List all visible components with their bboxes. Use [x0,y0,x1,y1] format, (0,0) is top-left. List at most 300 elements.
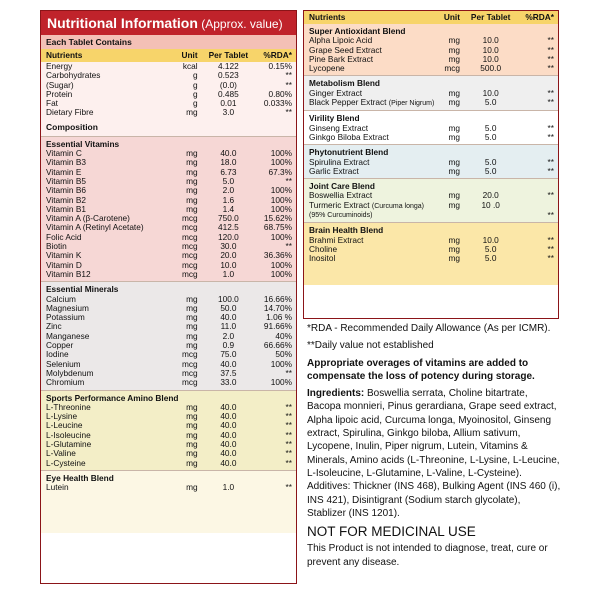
table-row [41,295,296,304]
ingredients-list: Boswellia serrata, Choline bitartrate, Bacopa monnieri, Pinus gerardiana, Grape seed extract, Alpha lipoic acid, Curcuma longa, Myoinositol, Ginseng extract, Spirulina, Ginkgo biloba, Allium sativum, Lycopene, Inulin, Piper nigrum, Lutein, Vitamins & Minerals, Amino acids (L-Threonine, L-Lysine, L-Leucine, L-Isoleucine, L-Glutamine, L-Valine, L-Cysteine). Additives: Thickner (INS 468), Bulking Agent (INS 460 (i), INS 421), Disintigrant (Sodium starch glycolate), Stablizer (INS 1201). [307,388,561,519]
nutrient-rda: ** [547,211,554,221]
table-row [41,108,296,117]
table-row [41,177,296,186]
daily-value-footnote: **Daily value not established [307,340,434,352]
nutrient-name: Magnesium [46,303,89,313]
nutrient-amount: 40.0 [220,449,237,459]
nutrient-amount: 0.01 [220,99,237,109]
nutrient-name: Vitamin B6 [46,186,86,196]
table-row [304,55,558,64]
table-row [41,186,296,195]
nutrient-amount: 3.0 [222,108,235,118]
nutrient-amount: 40.0 [220,149,237,159]
nutrition-panel-right [303,10,559,319]
nutrient-name: Black Pepper Extract [309,97,387,108]
nutrient-amount: 5.0 [484,244,497,254]
nutrient-unit: mg [448,254,461,264]
nutrient-amount: 5.0 [484,123,497,133]
section-heading: Brain Health Blend [309,225,384,236]
section-heading-row [41,391,296,403]
nutrient-amount: 750.0 [218,214,239,224]
nutrient-name: Boswellia Extract [309,191,373,201]
metabolism-label: Metabolism Blend [309,78,380,89]
nutrient-unit: mg [186,412,198,422]
nutrient-rda: 100% [270,260,292,270]
table-row [41,341,296,350]
nutrient-name: Vitamin C [46,149,82,159]
col-header-nutrients: Nutrients [41,49,166,62]
nutrient-name-cell [304,201,428,211]
nutrient-name: Ginkgo Biloba Extract [309,132,389,142]
nutrient-rda: 50% [275,350,292,360]
nutrient-unit: mg [448,123,461,133]
nutrient-name: Choline [309,244,338,254]
nutrient-name: Ginger Extract [309,88,363,98]
eye-table [41,471,296,493]
panel-title-main: Nutritional Information [47,15,198,31]
nutrient-rda: 15.62% [263,214,292,224]
nutrient-unit: mg [186,331,198,341]
section-heading-row [41,137,296,149]
table-row [304,236,558,245]
nutrient-rda: ** [285,449,292,459]
nutrient-name: Vitamin D [46,260,82,270]
table-row [41,205,296,214]
phyto-table [304,145,558,176]
nutrient-amount: 40.0 [220,402,237,412]
table-row [41,90,296,99]
nutrient-amount: 2.0 [222,331,235,341]
nutrient-name: Vitamin A (β-Carotene) [46,214,130,224]
nutrient-rda: ** [285,483,292,493]
nutrient-name: L-Leucine [46,421,83,431]
nutrient-unit: g [193,71,198,81]
table-row [304,245,558,254]
table-row [41,421,296,430]
nutrient-amount: 75.0 [220,350,237,360]
nutrient-rda: 0.80% [268,89,292,99]
nutrient-name: L-Lysine [46,412,78,422]
nutrient-name: Spirulina Extract [309,157,370,167]
nutrient-rda: 16.66% [263,294,292,304]
section-heading-row [304,145,558,157]
metabolism-section [304,75,558,110]
nutrient-rda: ** [547,132,554,142]
nutrient-name: Vitamin B1 [46,204,86,214]
table-row [41,149,296,158]
nutrient-unit: mg [186,313,198,323]
nutrient-rda: ** [547,244,554,254]
nutrient-rda: ** [547,54,554,64]
empty-cell [428,211,464,220]
nutrient-name: Manganese [46,331,90,341]
nutrient-amount: 0.9 [222,341,235,351]
table-row [41,251,296,260]
nutrient-amount: 5.0 [222,176,235,186]
nutrient-rda: ** [285,439,292,449]
nutrient-unit: mcg [181,214,198,224]
nutrient-rda: ** [285,71,292,81]
nutrient-amount: 40.0 [220,439,237,449]
nutrient-name: Brahmi Extract [309,235,364,245]
table-row [41,158,296,167]
table-row [41,483,296,492]
nutrient-rda: 100% [270,186,292,196]
nutrient-amount: 10.0 [482,54,499,64]
nutrient-rda: ** [547,166,554,176]
nutrient-unit: mg [186,186,198,196]
joint-table [304,179,558,220]
nutrient-rda: 14.70% [263,303,292,313]
table-row [41,270,296,279]
panel-title-sub: (Approx. value) [197,17,283,31]
brain-section [304,222,558,285]
section-heading-row [304,179,558,191]
nutrient-unit: mg [186,430,198,440]
nutrient-rda: 100% [270,195,292,205]
nutrient-amount: 40.0 [220,430,237,440]
nutrient-amount: 10.0 [220,260,237,270]
table-row [304,64,558,73]
section-heading: Essential Minerals [46,284,119,295]
nutrient-amount: 20.0 [220,251,237,261]
table-row [41,71,296,80]
section-heading-row [41,471,296,483]
nutrient-unit: mcg [181,242,198,252]
nutrient-unit: mg [448,36,461,46]
nutrient-name: Vitamin B2 [46,195,86,205]
nutrient-amount: 40.0 [220,359,237,369]
table-row [41,304,296,313]
nutrient-unit: mg [186,303,198,313]
panel-title [41,11,296,35]
col-header-unit: Unit [166,49,202,62]
nutrient-rda: 40% [275,331,292,341]
nutrient-note: (Piper Nigrum) [388,100,435,108]
overages-note: Appropriate overages of vitamins are added to compensate the loss of potency during storage. [307,357,535,382]
table-row [41,196,296,205]
table-row [304,254,558,263]
nutrient-unit: kcal [182,62,198,71]
nutrient-unit: mg [448,157,461,167]
vitamins-table [41,137,296,279]
general-table [41,62,296,118]
nutrient-rda: ** [547,254,554,264]
nutrient-amount: 10.0 [482,36,499,46]
brain-table [304,223,558,263]
nutrient-name: Carbohydrates [46,71,101,81]
table-row [41,403,296,412]
nutrient-rda: ** [547,235,554,245]
nutrient-rda: 0.15% [268,62,292,71]
table-row [41,332,296,341]
table-row [41,233,296,242]
nutrient-name: Vitamin E [46,167,82,177]
nutrient-amount: 1.0 [222,269,235,279]
nutrient-name: L-Threonine [46,402,91,412]
table-row [304,201,558,211]
nutrient-rda [517,201,558,211]
nutrient-rda: 100% [270,359,292,369]
nutrient-unit: mg [186,176,198,186]
nutrient-amount: 1.0 [222,483,235,493]
nutrient-unit: mg [448,166,461,176]
section-heading: Sports Performance Amino Blend [46,392,179,403]
minerals-table [41,282,296,387]
nutrient-unit: mg [186,483,198,493]
nutrient-rda: 100% [270,149,292,159]
nutrient-amount: 0.485 [218,89,239,99]
nutrient-amount: 40.0 [220,412,237,422]
nutrient-name: Grape Seed Extract [309,45,382,55]
disclaimer-text: This Product is not intended to diagnose, treat, cure or prevent any disease. [307,543,548,568]
nutrient-amount: 4.122 [218,62,239,71]
table-row [41,168,296,177]
nutrient-name: Fat [46,99,58,109]
section-heading-row [41,282,296,294]
nutrient-rda: 67.3% [268,167,292,177]
nutrient-rda: 100% [270,232,292,242]
nutrient-unit: g [193,80,198,90]
nutrient-rda: 100% [270,158,292,168]
nutrient-name: L-Cysteine [46,458,86,468]
empty-cell [464,211,517,220]
nutrient-unit: mg [186,195,198,205]
nutrient-unit: mg [186,158,198,168]
table-row [304,158,558,167]
nutrient-amount: 120.0 [218,232,239,242]
nutrient-amount: 412.5 [218,223,239,233]
nutrient-rda: 100% [270,378,292,388]
col-header-nutrients: Nutrients [304,11,428,24]
table-row [41,62,296,71]
nutrient-amount: 6.73 [220,167,237,177]
nutrient-rda: ** [285,412,292,422]
col-header-rda: %RDA* [517,11,558,24]
nutrient-rda: ** [547,191,554,201]
nutrient-unit: mg [186,439,198,449]
nutrient-name: Selenium [46,359,81,369]
table-row [304,124,558,133]
nutrient-name: Lycopene [309,64,345,74]
nutrient-name: Pine Bark Extract [309,54,374,64]
nutrient-name: Iodine [46,350,69,360]
nutrient-rda: ** [285,430,292,440]
nutrient-amount: 40.0 [220,458,237,468]
metabolism-table [304,76,558,108]
section-heading: Eye Health Blend [46,472,114,483]
section-heading-row [304,24,558,36]
nutrient-amount: 100.0 [218,294,239,304]
table-row [41,81,296,90]
nutrient-name: Ginseng Extract [309,123,369,133]
nutrient-unit: mg [186,341,198,351]
nutrient-amount: 5.0 [484,157,497,167]
section-heading: Phytonutrient Blend [309,147,389,158]
nutrient-unit: mcg [181,269,198,279]
table-row [41,350,296,359]
nutrient-unit: mcg [181,251,198,261]
nutrient-rda: ** [547,88,554,98]
nutrient-amount: 1.6 [222,195,235,205]
nutrient-name: Dietary Fibre [46,108,94,118]
nutrient-amount: 10.0 [482,235,499,245]
table-row [41,223,296,232]
nutrient-name: L-Valine [46,449,76,459]
joint-section [304,178,558,222]
section-heading-row [304,76,558,88]
nutrient-unit: mg [448,88,461,98]
nutrient-name: Folic Acid [46,232,82,242]
nutrient-rda: 1.06 % [266,313,292,323]
nutrient-unit: mg [186,167,198,177]
nutrient-unit: mg [186,149,198,159]
column-header-row [304,11,558,24]
nutrient-name: Calcium [46,294,76,304]
nutrient-rda: ** [285,80,292,90]
nutrient-amount: 0.523 [218,71,239,81]
amino-section [41,390,296,470]
nutrient-name: Energy [46,62,73,71]
nutrient-name: Lutein [46,483,69,493]
section-heading: Super Antioxidant Blend [309,26,406,36]
table-row [41,378,296,387]
nutrient-unit: mg [448,98,461,108]
nutrient-rda: 68.75% [263,223,292,233]
nutrient-rda: ** [285,368,292,378]
col-header-per-tablet: Per Tablet [464,11,517,24]
col-header-per-tablet: Per Tablet [202,49,256,62]
nutrient-name: L-Isoleucine [46,430,91,440]
nutrient-name: Vitamin B12 [46,269,91,279]
table-row [41,322,296,331]
section-heading: Essential Vitamins [46,138,120,149]
nutrient-amount: 40.0 [220,421,237,431]
joint-label: Joint Care Blend [309,181,375,192]
nutrient-unit: mg [186,402,198,412]
section-heading: Virility Blend [309,113,360,124]
nutrient-unit: mg [448,244,461,254]
nutrient-amount: 5.0 [484,254,497,264]
nutrient-unit: mg [448,235,461,245]
nutrient-unit: mg [186,108,198,118]
table-row [41,99,296,108]
phyto-section [304,144,558,178]
nutrient-unit: mg [448,132,461,142]
nutrient-amount: 20.0 [482,191,499,201]
nutrient-amount: 33.0 [220,378,237,388]
nutrient-amount: 10.0 [482,88,499,98]
nutrient-unit: mg [448,191,461,201]
nutrient-name: Zinc [46,322,62,332]
nutrient-rda: ** [547,64,554,74]
nutrient-unit: g [193,99,198,109]
nutrient-unit: mcg [181,368,198,378]
nutrient-unit: mg [186,294,198,304]
nutrient-name: Inositol [309,254,336,264]
vitamins-section [41,136,296,281]
nutrient-unit: g [193,89,198,99]
minerals-section [41,281,296,389]
nutrition-panel-left [40,10,297,584]
not-medicinal-heading: NOT FOR MEDICINAL USE [307,524,476,540]
nutrient-rda: ** [285,421,292,431]
nutrient-name: Turmeric Extract [309,199,370,210]
nutrient-amount: 37.5 [220,368,237,378]
nutrient-rda: 91.66% [263,322,292,332]
rda-footnote: *RDA - Recommended Daily Allowance (As per ICMR). [307,323,551,334]
nutrient-rda: ** [547,98,554,108]
nutrient-amount: 11.0 [220,322,237,332]
nutrient-amount: 1.4 [222,204,235,214]
nutrient-unit: mg [448,200,461,210]
table-row [41,261,296,270]
nutrient-rda: ** [285,176,292,186]
nutrient-name: Garlic Extract [309,166,359,176]
nutrient-name: Vitamin K [46,251,82,261]
nutrient-rda: ** [547,45,554,55]
nutrient-name: Vitamin B5 [46,176,86,186]
table-row [304,46,558,55]
table-row [304,98,558,108]
nutrient-name: Vitamin B3 [46,158,86,168]
table-row [41,313,296,322]
nutrient-name: Potassium [46,313,85,323]
table-row [41,214,296,223]
nutrient-amount: 5.0 [484,132,497,142]
table-row [304,36,558,45]
left-header-table [41,49,296,62]
nutrient-amount: 5.0 [484,166,497,176]
table-row [41,459,296,468]
nutrient-name: Alpha Lipoic Acid [309,36,373,46]
each-tablet-subheader: Each Tablet Contains [41,35,296,49]
nutrient-amount: 30.0 [220,242,237,252]
nutrient-name: Protein [46,89,73,99]
section-heading-row [304,223,558,235]
nutrient-amount: 18.0 [220,158,237,168]
nutrient-amount: 10.0 [482,45,499,55]
col-header-rda: %RDA* [255,49,296,62]
notes-block [307,322,562,573]
nutrient-rda: ** [285,458,292,468]
table-row [41,369,296,378]
table-row [41,449,296,458]
nutrient-amount: 500.0 [480,64,502,74]
nutrient-amount: 10 .0 [481,200,500,210]
nutrient-name: Vitamin A (Retinyl Acetate) [46,223,144,233]
table-row [41,412,296,421]
nutrient-amount: 2.0 [222,186,235,196]
table-row [41,360,296,369]
nutrient-rda: ** [547,36,554,46]
nutrient-amount: (0.0) [219,80,237,90]
right-header-table [304,11,558,24]
nutrient-note: (95% Curcuminoids) [309,212,373,220]
nutrient-amount: 5.0 [484,98,497,108]
table-row [41,431,296,440]
nutrient-unit: mg [186,204,198,214]
ingredients-text [307,387,562,520]
nutrient-rda: 100% [270,269,292,279]
nutrient-unit: mcg [181,260,198,270]
virility-section [304,110,558,144]
nutrient-name: Biotin [46,242,67,252]
table-row [41,242,296,251]
table-row [304,133,558,142]
nutrient-rda: 36.36% [263,251,292,261]
general-section [41,62,296,136]
